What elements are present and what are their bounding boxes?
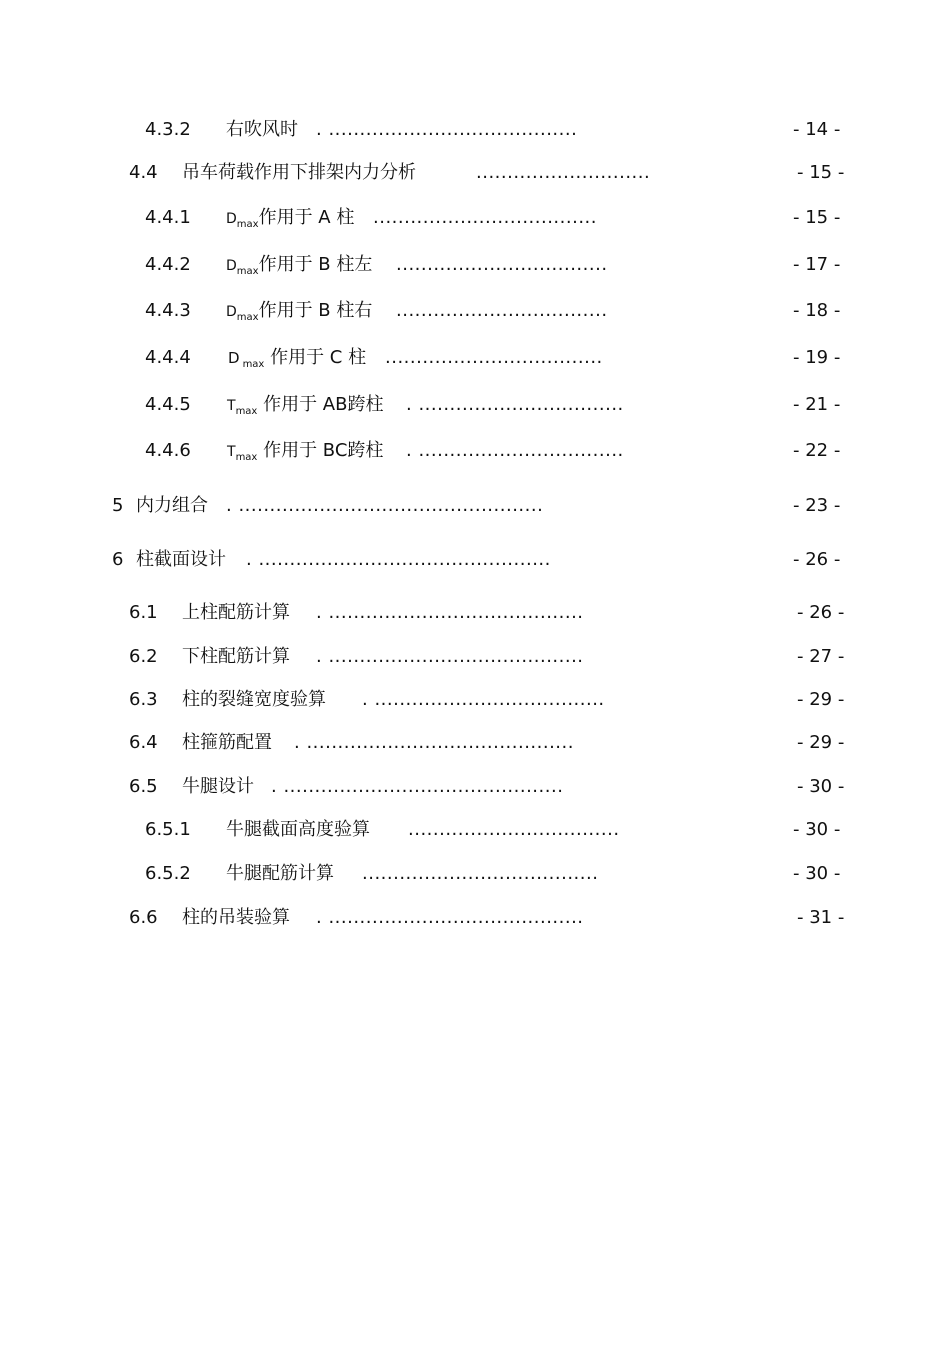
- toc-title: 牛腿配筋计算: [226, 863, 334, 884]
- symbol: T: [227, 398, 236, 414]
- toc-page-number: - 29 -: [797, 732, 845, 753]
- toc-entry[interactable]: [0, 298, 950, 324]
- toc-number: 4.4: [129, 162, 158, 183]
- toc-page-number: - 30 -: [797, 776, 845, 797]
- toc-entry[interactable]: [0, 205, 950, 231]
- toc-number: 4.4.4: [145, 347, 191, 368]
- toc-number: 4.3.2: [145, 119, 191, 140]
- toc-page-number: - 30 -: [793, 819, 841, 840]
- toc-leader-dots: ............................: [476, 162, 651, 183]
- toc-page-number: - 17 -: [793, 254, 841, 275]
- toc-title: 内力组合: [136, 495, 208, 516]
- toc-number: 4.4.6: [145, 440, 191, 461]
- toc-entry[interactable]: [0, 547, 950, 573]
- toc-entry[interactable]: [0, 644, 950, 670]
- toc-page-number: - 26 -: [797, 602, 845, 623]
- toc-number: 4.4.5: [145, 394, 191, 415]
- toc-entry[interactable]: [0, 160, 950, 186]
- toc-page-number: - 22 -: [793, 440, 841, 461]
- toc-title: [226, 205, 354, 238]
- toc-title: 柱的裂缝宽度验算: [182, 689, 326, 710]
- toc-number: 4.4.1: [145, 207, 191, 228]
- subscript: max: [236, 219, 259, 230]
- symbol: D: [226, 304, 237, 320]
- toc-entry[interactable]: [0, 600, 950, 626]
- toc-page-number: - 23 -: [793, 495, 841, 516]
- toc-number: 4.4.2: [145, 254, 191, 275]
- toc-page-number: - 31 -: [797, 907, 845, 928]
- toc-number: 6.2: [129, 646, 158, 667]
- toc-number: 5: [112, 495, 124, 516]
- toc-leader-dots: ....................................: [373, 207, 597, 228]
- toc-leader-dots: . ...........................................: [294, 732, 574, 753]
- toc-title: 柱截面设计: [136, 549, 226, 570]
- toc-page-number: - 18 -: [793, 300, 841, 321]
- toc-leader-dots: . .................................: [406, 394, 624, 415]
- toc-number: 6.1: [129, 602, 158, 623]
- toc-leader-dots: . ........................................: [316, 119, 578, 140]
- toc-leader-dots: . ...............................................: [246, 549, 551, 570]
- toc-entry[interactable]: [0, 861, 950, 887]
- subscript: max: [235, 452, 258, 463]
- toc-title: 柱的吊装验算: [182, 907, 290, 928]
- toc-title-text: 作用于 A 柱: [258, 207, 355, 228]
- toc-leader-dots: ......................................: [362, 863, 599, 884]
- toc-leader-dots: . .................................: [406, 440, 624, 461]
- toc-leader-dots: ..................................: [408, 819, 620, 840]
- toc-entry[interactable]: [0, 438, 950, 464]
- toc-title: 上柱配筋计算: [182, 602, 290, 623]
- toc-title: [227, 438, 383, 471]
- toc-number: 6.5: [129, 776, 158, 797]
- toc-title: [228, 345, 366, 378]
- toc-title: [226, 252, 372, 285]
- toc-leader-dots: ...................................: [385, 347, 603, 368]
- toc-entry[interactable]: [0, 905, 950, 931]
- toc-leader-dots: ..................................: [396, 254, 608, 275]
- toc-entry[interactable]: [0, 730, 950, 756]
- subscript: max: [236, 312, 259, 323]
- toc-page-number: - 30 -: [793, 863, 841, 884]
- symbol: D: [228, 349, 240, 367]
- toc-title: 吊车荷载作用下排架内力分析: [182, 162, 416, 183]
- subscript: max: [242, 359, 265, 370]
- toc-title: 下柱配筋计算: [182, 646, 290, 667]
- toc-entry[interactable]: [0, 817, 950, 843]
- symbol: D: [226, 211, 237, 227]
- toc-page-number: - 27 -: [797, 646, 845, 667]
- toc-leader-dots: . .................................................: [226, 495, 544, 516]
- toc-title: 牛腿截面高度验算: [226, 819, 370, 840]
- toc-title-text: 作用于 B 柱右: [258, 300, 373, 321]
- toc-entry[interactable]: [0, 392, 950, 418]
- toc-page-number: - 14 -: [793, 119, 841, 140]
- toc-entry[interactable]: [0, 252, 950, 278]
- toc-title: 牛腿设计: [182, 776, 254, 797]
- toc-title-text: 作用于 AB跨柱: [257, 394, 384, 415]
- toc-page-number: - 19 -: [793, 347, 841, 368]
- toc-title-text: 作用于 C 柱: [264, 347, 367, 368]
- toc-number: 6.5.1: [145, 819, 191, 840]
- toc-title: 柱箍筋配置: [182, 732, 272, 753]
- toc-title: [227, 392, 383, 425]
- toc-leader-dots: . .........................................: [316, 646, 584, 667]
- toc-page-number: - 26 -: [793, 549, 841, 570]
- toc-page-number: - 29 -: [797, 689, 845, 710]
- toc-leader-dots: ..................................: [396, 300, 608, 321]
- toc-page-number: - 15 -: [797, 162, 845, 183]
- toc-entry[interactable]: [0, 345, 950, 371]
- toc-entry[interactable]: [0, 493, 950, 519]
- toc-entry[interactable]: [0, 774, 950, 800]
- toc-leader-dots: . .........................................: [316, 602, 584, 623]
- symbol: D: [226, 258, 237, 274]
- toc-title: 右吹风时: [226, 119, 298, 140]
- toc-title-text: 作用于 BC跨柱: [257, 440, 384, 461]
- toc-entry[interactable]: [0, 687, 950, 713]
- toc-title-text: 作用于 B 柱左: [258, 254, 373, 275]
- subscript: max: [236, 266, 259, 277]
- toc-number: 6.3: [129, 689, 158, 710]
- toc-leader-dots: . .............................................: [271, 776, 564, 797]
- toc-number: 6.5.2: [145, 863, 191, 884]
- toc-number: 6: [112, 549, 124, 570]
- toc-number: 6.6: [129, 907, 158, 928]
- toc-title: [226, 298, 372, 331]
- toc-entry[interactable]: [0, 117, 950, 143]
- toc-number: 6.4: [129, 732, 158, 753]
- toc-leader-dots: . .........................................: [316, 907, 584, 928]
- toc-page-number: - 15 -: [793, 207, 841, 228]
- toc-page-number: - 21 -: [793, 394, 841, 415]
- symbol: T: [227, 444, 236, 460]
- toc-number: 4.4.3: [145, 300, 191, 321]
- subscript: max: [235, 406, 258, 417]
- toc-leader-dots: . .....................................: [362, 689, 605, 710]
